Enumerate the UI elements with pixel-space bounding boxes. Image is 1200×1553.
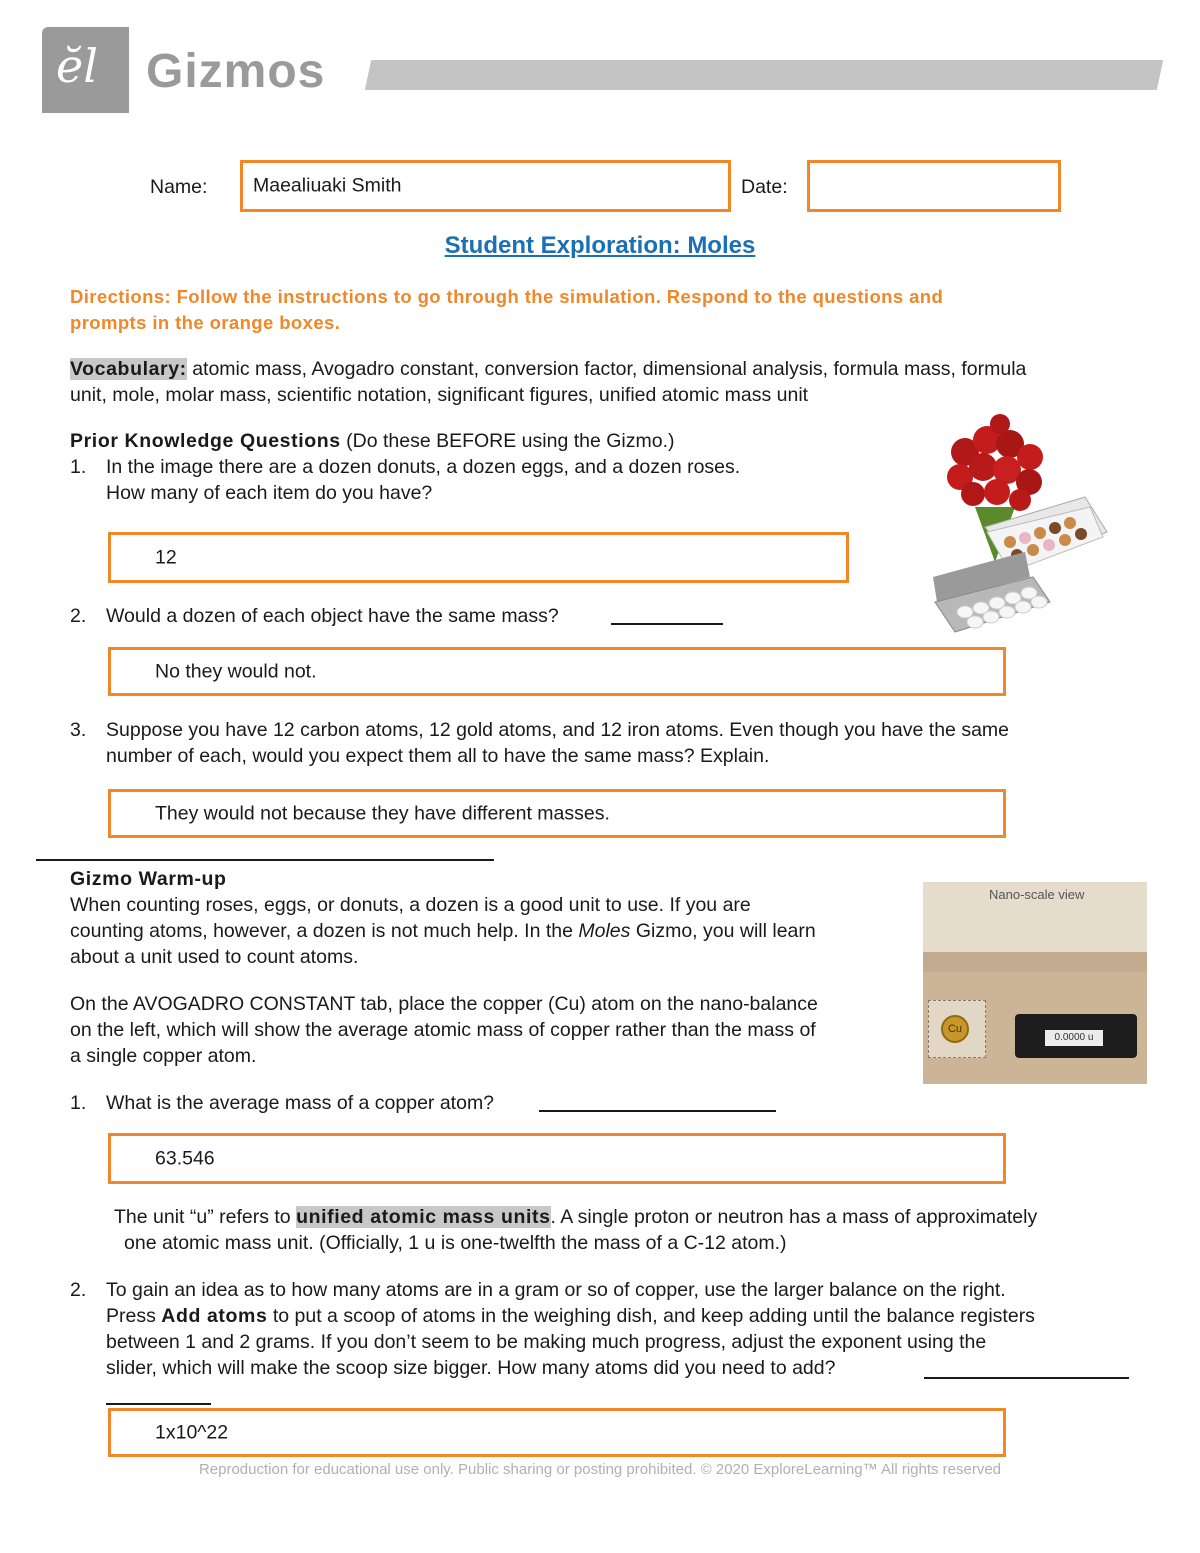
unit-note-post: . A single proton or neutron has a mass of approximately xyxy=(550,1206,1038,1228)
pk-question-3-line-1: Suppose you have 12 carbon atoms, 12 gold atoms, and 12 iron atoms. Even though you have the same xyxy=(106,719,1009,741)
warmup-q2-line-2-pre: Press xyxy=(106,1305,162,1327)
directions-line-1: Directions: Follow the instructions to go through the simulation. Respond to the questions and xyxy=(70,286,944,307)
prior-knowledge-title: Prior Knowledge Questions xyxy=(70,430,341,452)
warmup-p1-line-3: about a unit used to count atoms. xyxy=(70,946,359,968)
page-title: Student Exploration: Moles xyxy=(444,232,756,259)
pk-question-2-text: Would a dozen of each object have the same mass? xyxy=(106,605,559,627)
warmup-q2-line-1: To gain an idea as to how many atoms are in a gram or so of copper, use the larger balance on the right. xyxy=(106,1279,1006,1301)
pk-answer-3-value: They would not because they have different masses. xyxy=(155,802,610,824)
pk-answer-1[interactable] xyxy=(108,532,849,583)
pk-question-3-text xyxy=(106,717,1009,769)
unit-note-pre: The unit “u” refers to xyxy=(114,1206,297,1228)
nano-scale-view-label: Nano-scale view xyxy=(989,887,1085,902)
pk-question-1 xyxy=(70,454,86,480)
balance-readout: 0.0000 u xyxy=(1054,1032,1094,1043)
warmup-answer-1-value: 63.546 xyxy=(155,1147,215,1169)
warmup-question-2-text xyxy=(106,1277,1146,1381)
warmup-paragraph-1 xyxy=(70,892,816,970)
warmup-answer-2-blank-a xyxy=(924,1377,1129,1379)
prior-knowledge-heading xyxy=(70,428,675,454)
date-label: Date: xyxy=(741,176,788,198)
warmup-question-2-number: 2. xyxy=(70,1279,87,1301)
warmup-p2-line-3: a single copper atom. xyxy=(70,1045,257,1067)
unit-note-term: unified atomic mass units xyxy=(296,1206,551,1228)
warmup-answer-2-blank-b xyxy=(106,1403,211,1405)
vocabulary-terms-1: atomic mass, Avogadro constant, conversion factor, dimensional analysis, formula mass, formula xyxy=(186,358,1027,380)
warmup-question-1-number: 1. xyxy=(70,1092,87,1114)
pk-question-3 xyxy=(70,717,86,743)
warmup-answer-2[interactable] xyxy=(108,1408,1006,1457)
warmup-q2-line-2-post: to put a scoop of atoms in the weighing dish, and keep adding until the balance registers xyxy=(267,1305,1035,1327)
warmup-p1-line-1: When counting roses, eggs, or donuts, a dozen is a good unit to use. If you are xyxy=(70,894,751,916)
pk-question-1-line-1: In the image there are a dozen donuts, a dozen eggs, and a dozen roses. xyxy=(106,456,741,478)
directions xyxy=(70,284,943,336)
pk-question-1-number: 1. xyxy=(70,456,87,478)
vocabulary xyxy=(70,356,1150,408)
warmup-heading: Gizmo Warm-up xyxy=(70,868,227,890)
vocabulary-terms-2: unit, mole, molar mass, scientific notation, significant figures, unified atomic mass unit xyxy=(70,384,809,406)
pk-question-2-number: 2. xyxy=(70,605,87,627)
warmup-question-1-text: What is the average mass of a copper atom? xyxy=(106,1092,495,1114)
prior-knowledge-note: (Do these BEFORE using the Gizmo.) xyxy=(340,430,675,452)
copper-atom-symbol: Cu xyxy=(947,1023,963,1035)
warmup-q2-line-3: between 1 and 2 grams. If you don’t seem to be making much progress, adjust the exponent using the xyxy=(106,1331,987,1353)
warmup-answer-1[interactable] xyxy=(108,1133,1006,1184)
unit-note xyxy=(114,1204,1037,1256)
logo-glyph: ĕl xyxy=(56,39,98,93)
warmup-p1-line-2b: Gizmo, you will learn xyxy=(630,920,816,942)
dozen-items-image xyxy=(925,412,1115,637)
warmup-p2-line-2: on the left, which will show the average atomic mass of copper rather than the mass of xyxy=(70,1019,816,1041)
nano-scale-view xyxy=(923,882,1147,1084)
name-value: Maealiuaki Smith xyxy=(253,174,402,197)
header-bar xyxy=(365,60,1163,90)
pk-answer-2[interactable] xyxy=(108,647,1006,696)
nano-balance xyxy=(1015,1014,1137,1058)
footer-copyright: Reproduction for educational use only. Public sharing or posting prohibited. © 2020 ExploreLearning™ All rights reserved xyxy=(198,1461,1002,1478)
add-atoms-label: Add atoms xyxy=(161,1305,268,1327)
vocabulary-label: Vocabulary: xyxy=(70,358,187,380)
gizmo-name: Moles xyxy=(578,920,631,942)
warmup-paragraph-2 xyxy=(70,991,818,1069)
pk-question-3-line-2: number of each, would you expect them all to have the same mass? Explain. xyxy=(106,745,770,767)
directions-line-2: prompts in the orange boxes. xyxy=(70,312,341,333)
pk-answer-1-value: 12 xyxy=(155,546,177,568)
balance-display xyxy=(1045,1030,1103,1046)
warmup-p1-line-2: counting atoms, however, a dozen is not much help. In the xyxy=(70,920,579,942)
name-label: Name: xyxy=(150,176,208,198)
pk-answer-3[interactable] xyxy=(108,789,1006,838)
section-divider xyxy=(36,859,494,861)
warmup-p2-line-1: On the AVOGADRO CONSTANT tab, place the copper (Cu) atom on the nano-balance xyxy=(70,993,818,1015)
pk-answer-2-value: No they would not. xyxy=(155,660,317,682)
warmup-answer-2-value: 1x10^22 xyxy=(155,1421,229,1443)
warmup-q2-line-4: slider, which will make the scoop size bigger. How many atoms did you need to add? xyxy=(106,1357,836,1379)
pk-question-3-number: 3. xyxy=(70,719,87,741)
unit-note-line-2: one atomic mass unit. (Officially, 1 u is one-twelfth the mass of a C-12 atom.) xyxy=(124,1232,787,1254)
date-field[interactable] xyxy=(807,160,1061,212)
logo-badge xyxy=(42,27,129,113)
name-field[interactable] xyxy=(240,160,731,212)
nano-floor xyxy=(923,952,1147,972)
copper-atom-icon[interactable] xyxy=(941,1015,969,1043)
pk-question-1-line-2: How many of each item do you have? xyxy=(106,482,433,504)
brand-name: Gizmos xyxy=(146,45,326,98)
pk-answer-2-blank xyxy=(611,623,723,625)
warmup-answer-1-blank xyxy=(539,1110,776,1112)
pk-question-1-text xyxy=(106,454,740,506)
pk-question-2 xyxy=(70,603,86,629)
